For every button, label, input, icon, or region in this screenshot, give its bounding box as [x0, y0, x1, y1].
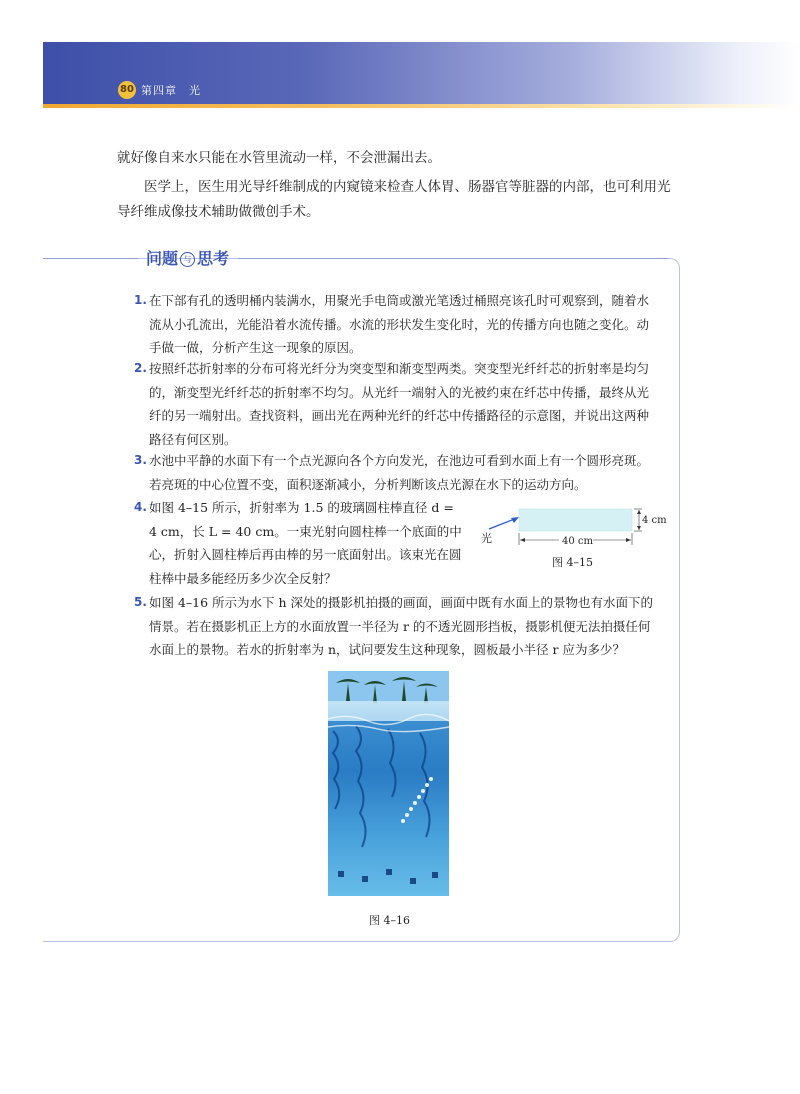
figure-4-15-caption: 图 4–15 [552, 556, 593, 569]
header-accent-stripe [43, 104, 800, 108]
question-text: 如图 4–16 所示为水下 h 深处的摄影机拍摄的画面，画面中既有水面上的景物也有水面下的情景。若在摄影机正上方的水面放置一半径为 r 的不透光圆形挡板，摄影机便无法拍摄任何水面上的景物。若水的折射率为 n，试问要发生这种现象，圆板最小半径 r 应为多少？ [149, 595, 654, 657]
light-label: 光 [481, 532, 492, 545]
body-paragraph-1: 就好像自来水只能在水管里流动一样，不会泄漏出去。 [117, 150, 441, 166]
question-text: 如图 4–15 所示，折射率为 1.5 的玻璃圆柱棒直径 d = 4 cm，长 L = 40 cm。一束光射向圆柱棒一个底面的中心，折射入圆柱棒后再由棒的另一底面射出。该束光在圆柱棒中最多能经历多少次全反射？ [149, 500, 462, 586]
page-number-badge: 80 [118, 81, 136, 99]
chapter-title: 第四章 光 [141, 84, 201, 97]
body-paragraph-2: 医学上，医生用光导纤维制成的内窥镜来检查人体胃、肠器官等脏器的内部，也可利用光导纤维成像技术辅助做微创手术。 [117, 179, 671, 220]
chapter-header-band [43, 42, 800, 108]
question-number: 1. [134, 293, 147, 307]
question-text: 水池中平静的水面下有一个点光源向各个方向发光，在池边可看到水面上有一个圆形亮斑。若亮斑的中心位置不变，面积逐渐减小，分析判断该点光源在水下的运动方向。 [149, 453, 650, 492]
panel-title-part-b: 思考 [197, 249, 230, 268]
panel-title-connector: 与 [180, 252, 195, 267]
length-label: 40 cm [562, 536, 593, 547]
question-4 [134, 496, 464, 590]
panel-title-rule-left [43, 258, 138, 259]
panel-title-rule-right [238, 258, 668, 259]
panel-title-part-a: 问题 [146, 249, 179, 268]
question-number: 2. [134, 361, 147, 375]
question-number: 5. [134, 595, 147, 609]
underwater-photo-art [328, 671, 449, 896]
underwater-photo [328, 671, 449, 896]
figure-4-16-caption: 图 4–16 [369, 914, 410, 927]
diameter-label: 4 cm [642, 515, 667, 526]
diameter-arrow-top [637, 510, 641, 514]
length-arrow-right [626, 538, 631, 542]
question-text: 按照纤芯折射率的分布可将光纤分为突变型和渐变型两类。突变型光纤纤芯的折射率是均匀的，渐变型光纤纤芯的折射率不均匀。从光纤一端射入的光被约束在纤芯中传播，最终从光纤的另一端射出。查找资料，画出光在两种光纤的纤芯中传播路径的示意图，并说出这两种路径有何区别。 [149, 361, 650, 447]
question-text: 在下部有孔的透明桶内装满水，用聚光手电筒或激光笔透过桶照亮该孔时可观察到，随着水流从小孔流出，光能沿着水流传播。水流的形状发生变化时，光的传播方向也随之变化。动手做一做，分析产生这一现象的原因。 [149, 293, 650, 355]
question-1 [134, 289, 654, 360]
length-arrow-left [520, 538, 525, 542]
question-2 [134, 357, 654, 451]
light-arrowhead [511, 517, 519, 523]
question-3 [134, 449, 654, 496]
diameter-arrow-bottom [637, 526, 641, 530]
question-5 [134, 591, 654, 662]
panel-title [146, 246, 229, 269]
question-number: 4. [134, 500, 147, 514]
question-number: 3. [134, 453, 147, 467]
glass-rod [519, 509, 632, 531]
